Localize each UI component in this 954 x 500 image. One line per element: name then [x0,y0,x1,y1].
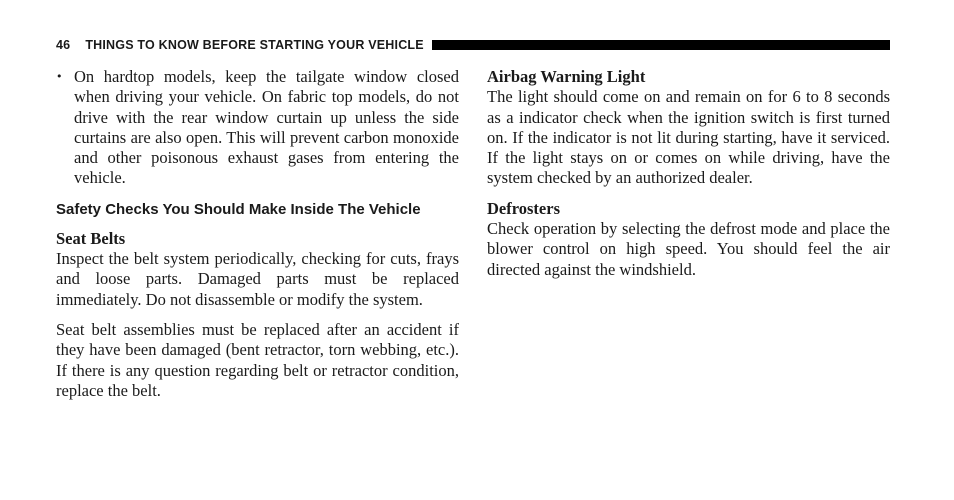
seat-belts-heading: Seat Belts [56,228,126,248]
header-rule-bar [432,40,890,50]
seat-belts-paragraph-2: Seat belt assemblies must be replaced after an accident if they have been damaged (bent retractor, torn webbing, etc.). If there is any question regarding belt or retractor condition, replace the belt. [56,319,459,400]
right-column [487,67,890,280]
tailgate-bullet-text: On hardtop models, keep the tailgate window closed when driving your vehicle. On fabric top models, do not drive with the rear window curtain up unless the side curtains are also open. This will prevent carbon monoxide and other poisonous exhaust gases from entering the vehicle. [74,67,459,188]
seat-belts-paragraph-1: Inspect the belt system periodically, checking for cuts, frays and loose parts. Damaged parts must be replaced immediately. Do not disassemble or modify the system. [56,249,459,309]
defrosters-heading: Defrosters [487,198,560,218]
defrosters-paragraph: Check operation by selecting the defrost mode and place the blower control on high speed. You should feel the air directed against the windshield. [487,219,890,279]
section-heading-safety-checks: Safety Checks You Should Make Inside The Vehicle [56,200,421,218]
bullet-icon: • [56,70,63,83]
running-title: THINGS TO KNOW BEFORE STARTING YOUR VEHICLE [85,38,424,52]
page-header [56,37,890,53]
airbag-warning-light-paragraph: The light should come on and remain on for 6 to 8 seconds as a indicator check when the ignition switch is first turned on. If the indicator is not lit during starting, have it serviced. If the light stays on or comes on while driving, have the system checked by an authorized dealer. [487,87,890,188]
page-number: 46 [56,38,71,52]
airbag-warning-light-heading: Airbag Warning Light [487,67,646,86]
tailgate-bullet-item [56,67,459,189]
left-column [56,67,459,401]
